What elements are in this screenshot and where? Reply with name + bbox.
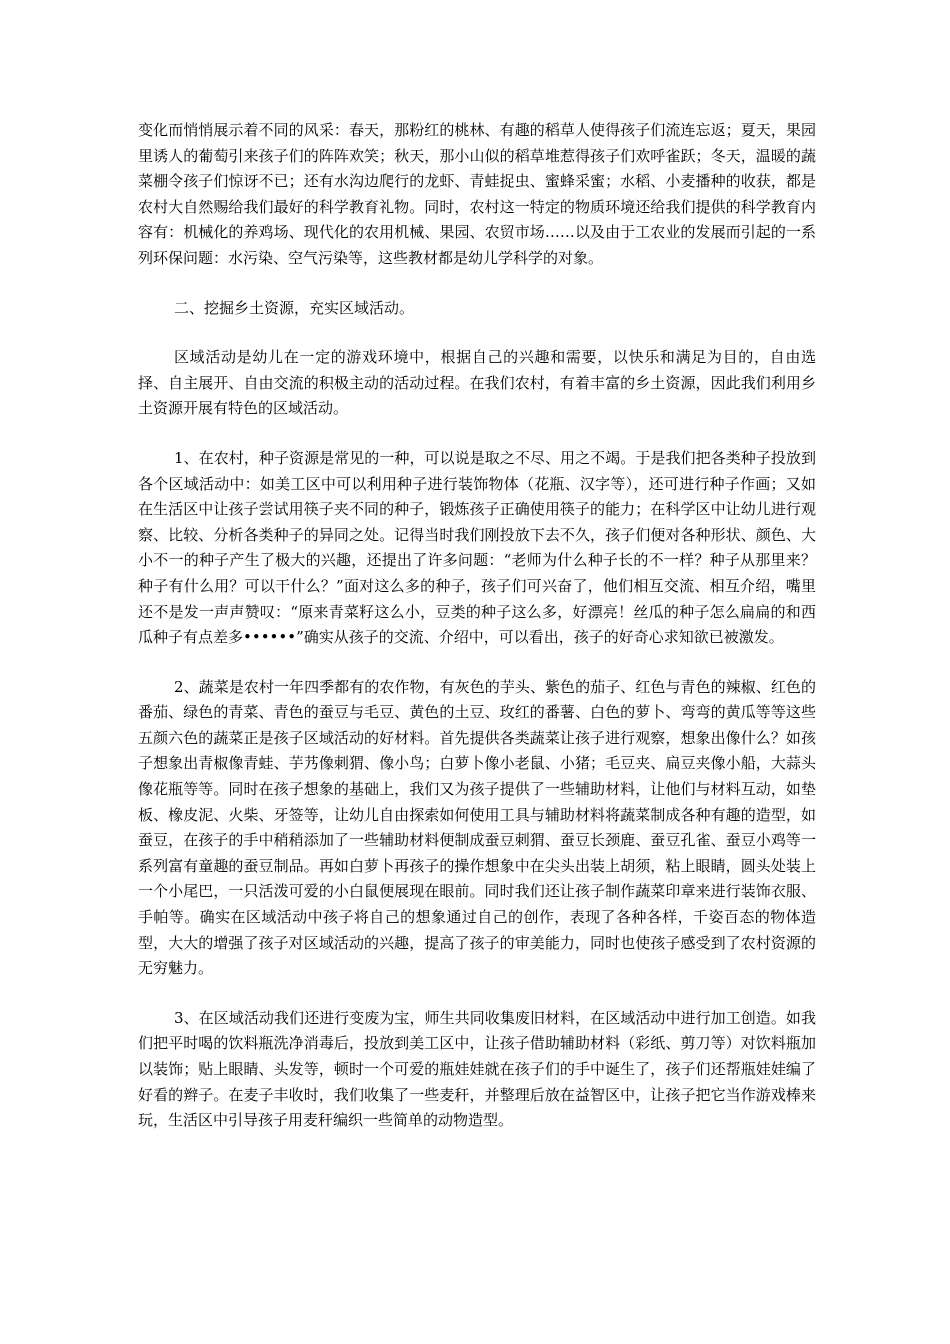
paragraph-seeds: 1、在农村，种子资源是常见的一种，可以说是取之不尽、用之不竭。于是我们把各类种子投放到各个区域活动中：如美工区中可以利用种子进行装饰物体（花瓶、汉字等），还可进行种子作画；又如在生活区中让孩子尝试用筷子夹不同的种子，锻炼孩子正确使用筷子的能力；在科学区中让幼儿进行观察、比较、分析各类种子的异同之处。记得当时我们刚投放下去不久，孩子们便对各种形状、颜色、大小不一的种子产生了极大的兴趣，还提出了许多问题：“老师为什么种子长的不一样？种子从那里来？种子有什么用？可以干什么？”面对这么多的种子，孩子们可兴奋了，他们相互交流、相互介绍，嘴里还不是发一声声赞叹：“原来青菜籽这么小，豆类的种子这么多，好漂亮！丝瓜的种子怎么扁扁的和西瓜种子有点差多••••••”确实从孩子的交流、介绍中，可以看出，孩子的好奇心求知欲已被激发。	[138, 448, 816, 647]
document-body	[138, 118, 816, 1158]
paragraph-recycling: 3、在区域活动我们还进行变废为宝，师生共同收集废旧材料，在区域活动中进行加工创造。如我们把平时喝的饮料瓶洗净消毒后，投放到美工区中，让孩子借助辅助材料（彩纸、剪刀等）对饮料瓶加以装饰；贴上眼睛、头发等，顿时一个可爱的瓶娃娃就在孩子们的手中诞生了，孩子们还帮瓶娃娃编了好看的辫子。在麦子丰收时，我们收集了一些麦秆，并整理后放在益智区中，让孩子把它当作游戏棒来玩，生活区中引导孩子用麦秆编织一些简单的动物造型。	[138, 1008, 816, 1130]
paragraph-area-activity: 区域活动是幼儿在一定的游戏环境中，根据自己的兴趣和需要，以快乐和满足为目的，自由选择、自主展开、自由交流的积极主动的活动过程。在我们农村，有着丰富的乡土资源，因此我们利用乡土资源开展有特色的区域活动。	[138, 348, 816, 418]
paragraph-vegetables: 2、蔬菜是农村一年四季都有的农作物，有灰色的芋头、紫色的茄子、红色与青色的辣椒、红色的番茄、绿色的青菜、青色的蚕豆与毛豆、黄色的土豆、玫红的番薯、白色的萝卜、弯弯的黄瓜等等这些五颜六色的蔬菜正是孩子区域活动的好材料。首先提供各类蔬菜让孩子进行观察，想象出像什么？如孩子想象出青椒像青蛙、芋艿像刺猬、像小鸟；白萝卜像小老鼠、小猪；毛豆夹、扁豆夹像小船，大蒜头像花瓶等等。同时在孩子想象的基础上，我们又为孩子提供了一些辅助材料，让他们与材料互动，如垫板、橡皮泥、火柴、牙签等，让幼儿自由探索如何使用工具与辅助材料将蔬菜制成各种有趣的造型，如蚕豆，在孩子的手中稍稍添加了一些辅助材料便制成蚕豆刺猬、蚕豆长颈鹿、蚕豆孔雀、蚕豆小鸡等一系列富有童趣的蚕豆制品。再如白萝卜再孩子的操作想象中在尖头出装上胡须，粘上眼睛，圆头处装上一个小尾巴，一只活泼可爱的小白鼠便展现在眼前。同时我们还让孩子制作蔬菜印章来进行装饰衣服、手帕等。确实在区域活动中孩子将自己的想象通过自己的创作，表现了各种各样，千姿百态的物体造型，大大的增强了孩子对区域活动的兴趣，提高了孩子的审美能力，同时也使孩子感受到了农村资源的无穷魅力。	[138, 677, 816, 978]
section-heading-2: 二、挖掘乡土资源，充实区域活动。	[174, 298, 415, 317]
paragraph-intro-continuation: 变化而悄悄展示着不同的风采：春天，那粉红的桃林、有趣的稻草人使得孩子们流连忘返；夏天，果园里诱人的葡萄引来孩子们的阵阵欢笑；秋天，那小山似的稻草堆惹得孩子们欢呼雀跃；冬天，温暖的蔬菜棚令孩子们惊讶不已；还有水沟边爬行的龙虾、青蛙捉虫、蜜蜂采蜜；水稻、小麦播种的收获，都是农村大自然赐给我们最好的科学教育礼物。同时，农村这一特定的物质环境还给我们提供的科学教育内容有：机械化的养鸡场、现代化的农用机械、果园、农贸市场……以及由于工农业的发展而引起的一系列环保问题：水污染、空气污染等，这些教材都是幼儿学科学的对象。	[138, 121, 816, 267]
